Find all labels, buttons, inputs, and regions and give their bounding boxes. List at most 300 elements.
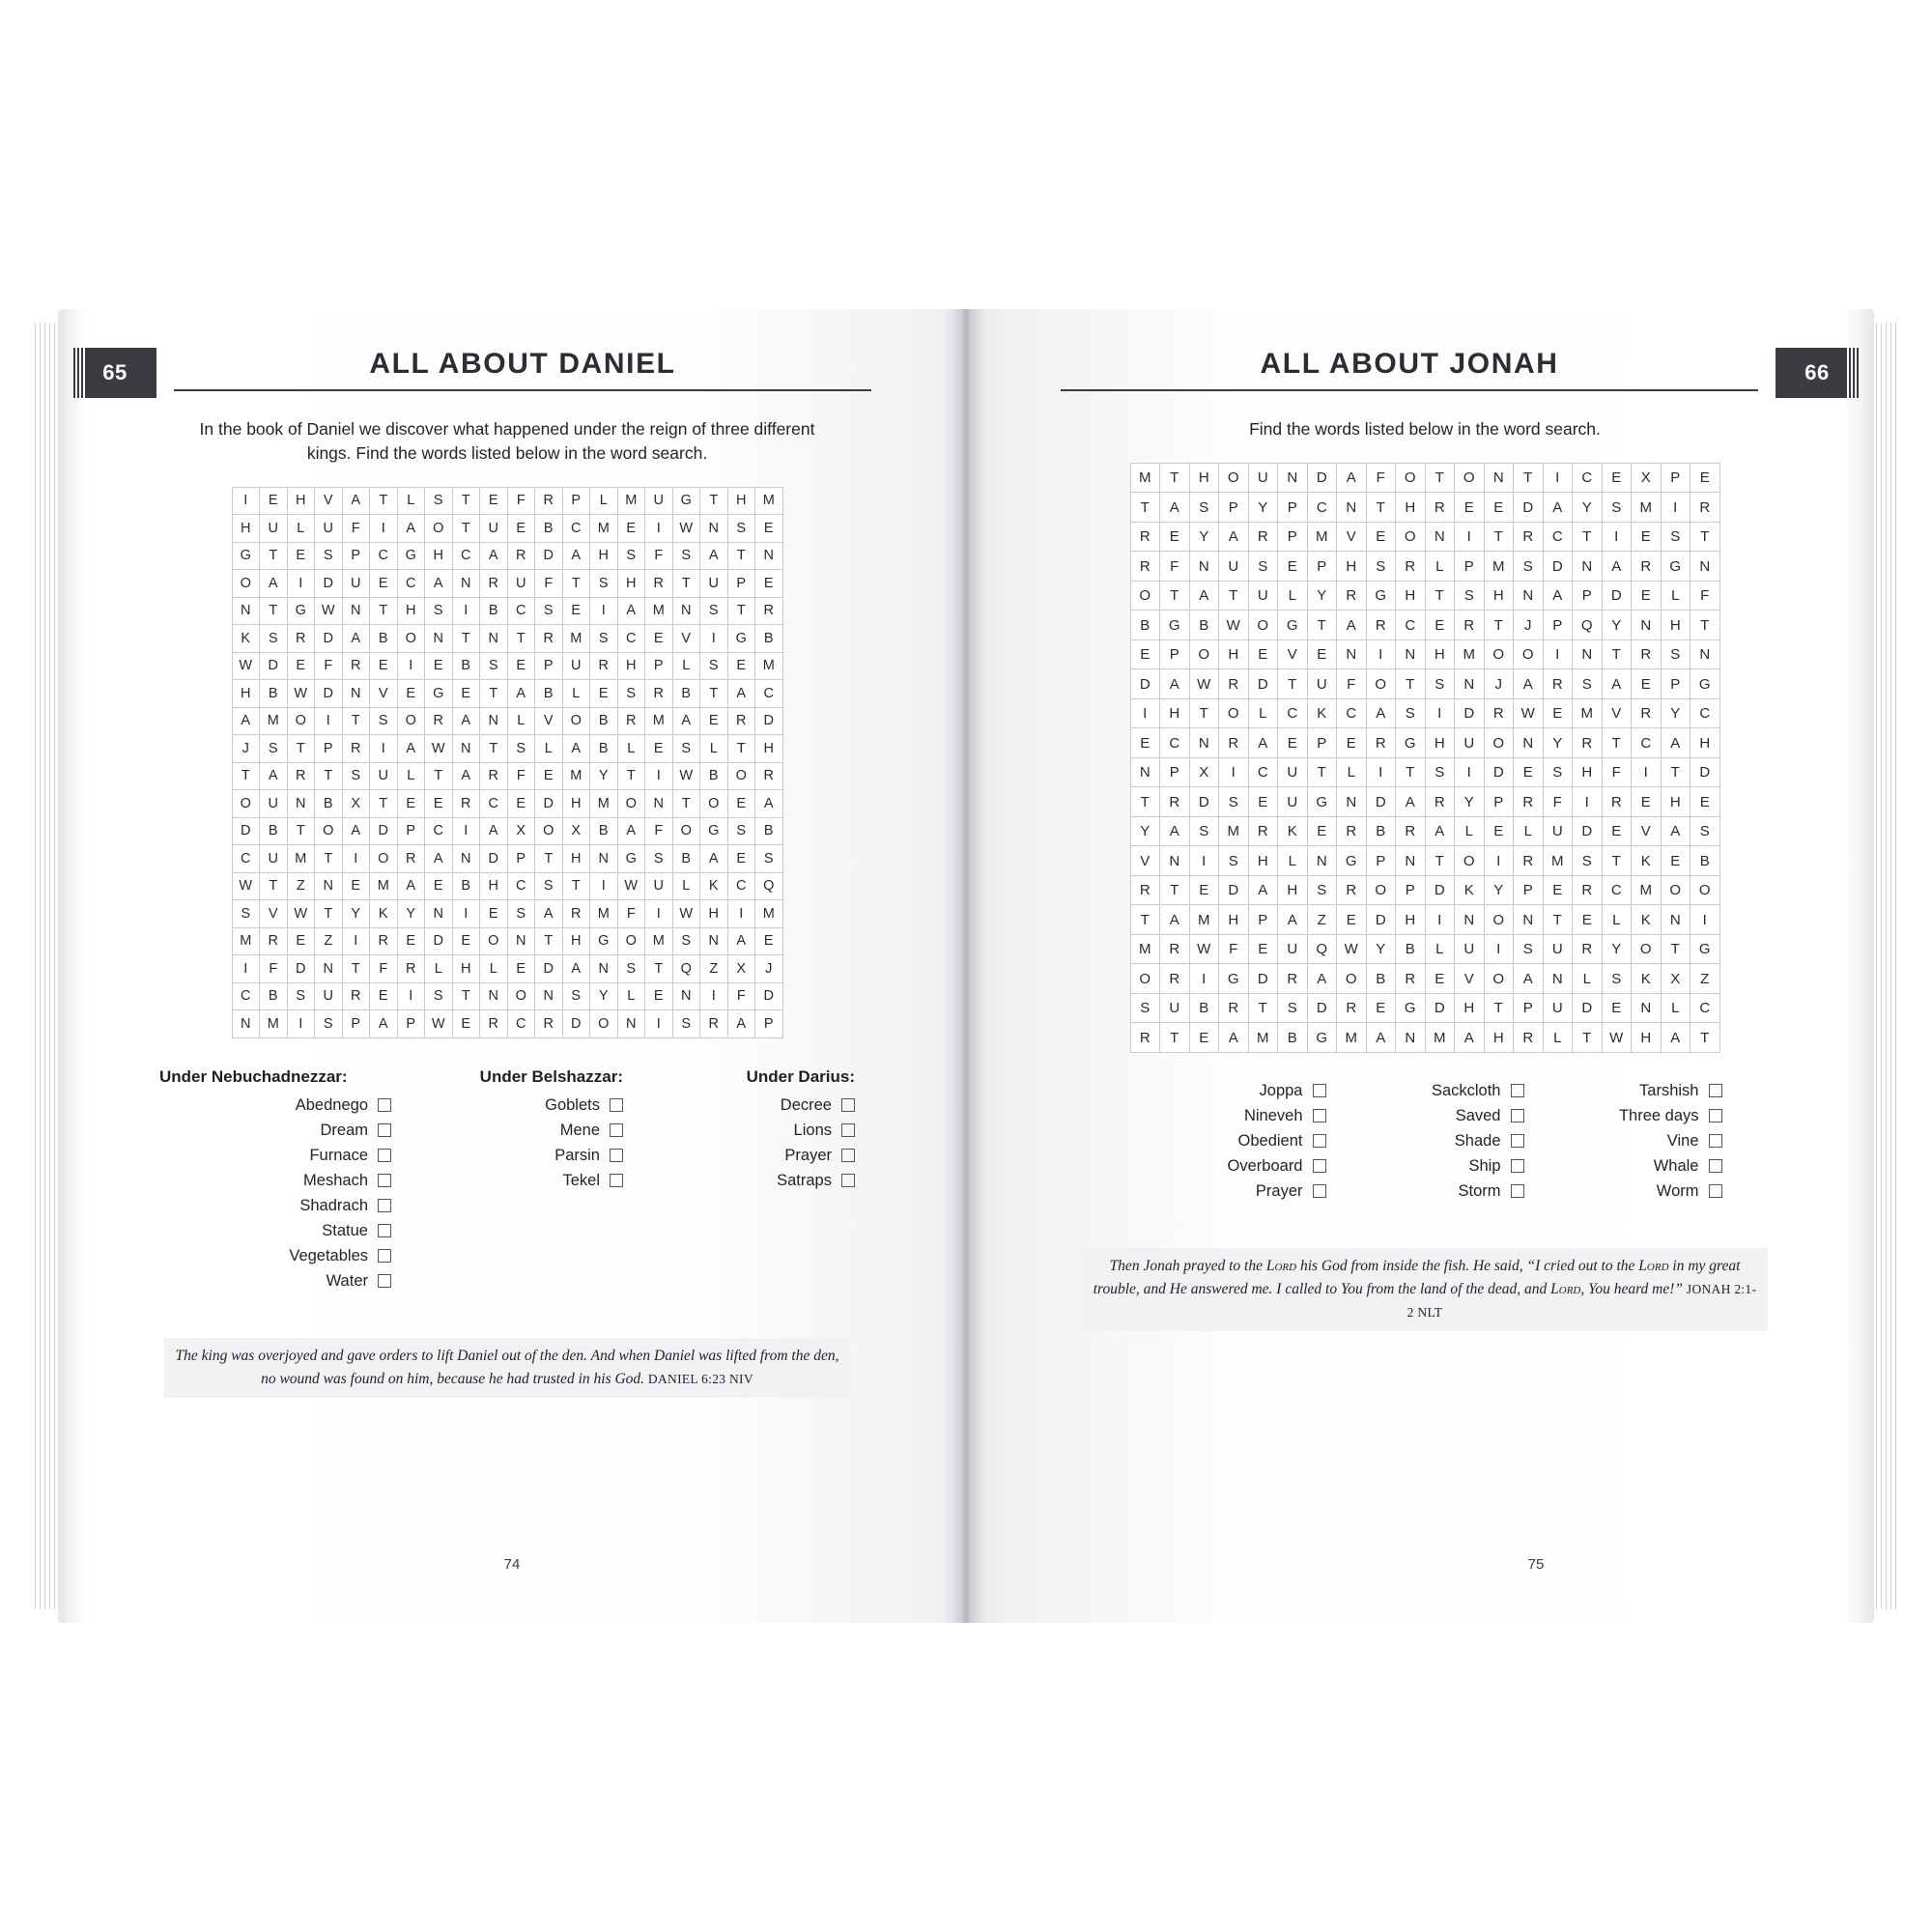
grid-cell[interactable]: Y <box>1366 934 1396 964</box>
grid-cell[interactable]: R <box>1219 728 1249 758</box>
grid-cell[interactable]: W <box>1219 611 1249 640</box>
grid-cell[interactable]: I <box>645 515 673 543</box>
grid-cell[interactable]: N <box>425 900 453 928</box>
grid-cell[interactable]: P <box>1278 493 1308 523</box>
word-checkbox[interactable] <box>841 1149 855 1162</box>
grid-cell[interactable]: R <box>1632 698 1662 728</box>
grid-cell[interactable]: S <box>617 955 645 983</box>
grid-cell[interactable]: E <box>507 955 535 983</box>
grid-cell[interactable]: N <box>1455 669 1485 699</box>
grid-cell[interactable]: O <box>1484 964 1514 994</box>
grid-cell[interactable]: R <box>1602 787 1632 817</box>
grid-cell[interactable]: R <box>480 570 508 598</box>
grid-cell[interactable]: K <box>1455 875 1485 905</box>
grid-cell[interactable]: A <box>1366 1023 1396 1053</box>
grid-cell[interactable]: R <box>1160 787 1190 817</box>
grid-cell[interactable]: I <box>452 597 480 625</box>
grid-cell[interactable]: D <box>315 570 343 598</box>
grid-cell[interactable]: E <box>1514 757 1544 787</box>
grid-cell[interactable]: U <box>315 515 343 543</box>
grid-cell[interactable]: E <box>370 652 398 680</box>
grid-cell[interactable]: T <box>1219 581 1249 611</box>
word-list-item[interactable] <box>1326 1182 1524 1201</box>
grid-cell[interactable]: N <box>1573 552 1603 582</box>
grid-cell[interactable]: K <box>370 900 398 928</box>
grid-cell[interactable]: P <box>1366 846 1396 876</box>
grid-cell[interactable]: I <box>1543 463 1573 493</box>
grid-cell[interactable]: M <box>1248 1023 1278 1053</box>
grid-cell[interactable]: O <box>617 927 645 955</box>
word-checkbox[interactable] <box>841 1174 855 1187</box>
grid-cell[interactable]: N <box>590 845 618 873</box>
grid-cell[interactable]: N <box>1189 728 1219 758</box>
grid-cell[interactable]: Q <box>1573 611 1603 640</box>
grid-cell[interactable]: S <box>1455 581 1485 611</box>
grid-cell[interactable]: Q <box>1307 934 1337 964</box>
grid-cell[interactable]: B <box>672 845 700 873</box>
grid-cell[interactable]: B <box>260 817 288 845</box>
grid-cell[interactable]: U <box>562 652 590 680</box>
grid-cell[interactable]: R <box>1366 728 1396 758</box>
grid-cell[interactable]: H <box>1396 493 1426 523</box>
grid-cell[interactable]: E <box>425 652 453 680</box>
grid-cell[interactable]: T <box>1484 611 1514 640</box>
grid-cell[interactable]: A <box>1661 816 1690 846</box>
grid-cell[interactable]: N <box>480 982 508 1010</box>
grid-cell[interactable]: L <box>1543 1023 1573 1053</box>
word-list-item[interactable] <box>159 1222 391 1240</box>
grid-cell[interactable]: A <box>1160 816 1190 846</box>
grid-cell[interactable]: N <box>590 955 618 983</box>
grid-cell[interactable]: O <box>1366 875 1396 905</box>
grid-cell[interactable]: J <box>1484 669 1514 699</box>
grid-cell[interactable]: S <box>342 762 370 790</box>
grid-cell[interactable]: G <box>1690 669 1720 699</box>
grid-cell[interactable]: C <box>1632 728 1662 758</box>
grid-cell[interactable]: N <box>480 625 508 653</box>
grid-cell[interactable]: R <box>1455 611 1485 640</box>
grid-cell[interactable]: A <box>232 707 260 735</box>
grid-cell[interactable]: N <box>1632 993 1662 1023</box>
grid-cell[interactable]: M <box>1632 875 1662 905</box>
grid-cell[interactable]: O <box>1189 639 1219 669</box>
grid-cell[interactable]: B <box>1396 934 1426 964</box>
grid-cell[interactable]: O <box>1396 463 1426 493</box>
word-checkbox[interactable] <box>1313 1184 1326 1198</box>
grid-cell[interactable]: D <box>260 652 288 680</box>
grid-cell[interactable]: V <box>315 487 343 515</box>
grid-cell[interactable]: R <box>397 955 425 983</box>
grid-cell[interactable]: E <box>562 597 590 625</box>
grid-cell[interactable]: A <box>727 927 755 955</box>
grid-cell[interactable]: T <box>1602 846 1632 876</box>
grid-cell[interactable]: N <box>1514 905 1544 935</box>
grid-cell[interactable]: S <box>1661 639 1690 669</box>
word-search-grid-daniel[interactable] <box>232 487 783 1038</box>
grid-cell[interactable]: X <box>562 817 590 845</box>
grid-cell[interactable]: L <box>617 735 645 763</box>
grid-cell[interactable]: C <box>727 872 755 900</box>
grid-cell[interactable]: S <box>1278 993 1308 1023</box>
grid-cell[interactable]: N <box>425 625 453 653</box>
grid-cell[interactable]: H <box>617 570 645 598</box>
grid-cell[interactable]: T <box>1514 463 1544 493</box>
grid-cell[interactable]: U <box>1307 669 1337 699</box>
grid-cell[interactable]: O <box>425 515 453 543</box>
grid-cell[interactable]: S <box>1219 846 1249 876</box>
grid-cell[interactable]: A <box>342 487 370 515</box>
grid-cell[interactable]: F <box>1602 757 1632 787</box>
grid-cell[interactable]: R <box>1543 669 1573 699</box>
grid-cell[interactable]: H <box>480 872 508 900</box>
grid-cell[interactable]: H <box>287 487 315 515</box>
grid-cell[interactable]: C <box>232 845 260 873</box>
grid-cell[interactable]: T <box>315 845 343 873</box>
grid-cell[interactable]: S <box>535 597 563 625</box>
grid-cell[interactable]: B <box>1130 611 1160 640</box>
grid-cell[interactable]: M <box>562 762 590 790</box>
grid-cell[interactable]: M <box>260 1010 288 1038</box>
grid-cell[interactable]: I <box>1425 698 1455 728</box>
grid-cell[interactable]: R <box>1130 1023 1160 1053</box>
grid-cell[interactable]: R <box>1130 522 1160 552</box>
word-checkbox[interactable] <box>1511 1159 1524 1173</box>
grid-cell[interactable]: M <box>1484 552 1514 582</box>
grid-cell[interactable]: C <box>1690 698 1720 728</box>
grid-cell[interactable]: Y <box>1602 611 1632 640</box>
grid-cell[interactable]: T <box>315 900 343 928</box>
grid-cell[interactable]: W <box>232 652 260 680</box>
grid-cell[interactable]: G <box>1307 1023 1337 1053</box>
grid-cell[interactable]: I <box>1455 522 1485 552</box>
grid-cell[interactable]: E <box>590 680 618 708</box>
grid-cell[interactable]: T <box>1307 757 1337 787</box>
grid-cell[interactable]: S <box>1425 669 1455 699</box>
grid-cell[interactable]: A <box>1602 669 1632 699</box>
grid-cell[interactable]: C <box>755 680 783 708</box>
word-checkbox[interactable] <box>1709 1159 1722 1173</box>
grid-cell[interactable]: M <box>1337 1023 1367 1053</box>
grid-cell[interactable]: P <box>1484 787 1514 817</box>
grid-cell[interactable]: Y <box>1307 581 1337 611</box>
grid-cell[interactable]: D <box>535 955 563 983</box>
grid-cell[interactable]: N <box>1455 905 1485 935</box>
word-list-item[interactable] <box>159 1247 391 1265</box>
word-list-item[interactable] <box>1326 1157 1524 1176</box>
grid-cell[interactable]: E <box>1189 1023 1219 1053</box>
grid-cell[interactable]: V <box>1278 639 1308 669</box>
grid-cell[interactable]: T <box>480 735 508 763</box>
word-checkbox[interactable] <box>1511 1134 1524 1148</box>
grid-cell[interactable]: B <box>370 625 398 653</box>
grid-cell[interactable]: F <box>645 542 673 570</box>
grid-cell[interactable]: S <box>727 515 755 543</box>
grid-cell[interactable]: E <box>425 872 453 900</box>
grid-cell[interactable]: D <box>1425 993 1455 1023</box>
grid-cell[interactable]: I <box>342 927 370 955</box>
grid-cell[interactable]: I <box>645 1010 673 1038</box>
grid-cell[interactable]: T <box>452 487 480 515</box>
grid-cell[interactable]: I <box>727 900 755 928</box>
grid-cell[interactable]: C <box>1248 757 1278 787</box>
grid-cell[interactable]: U <box>1160 993 1190 1023</box>
grid-cell[interactable]: R <box>1573 875 1603 905</box>
grid-cell[interactable]: N <box>672 982 700 1010</box>
grid-cell[interactable]: C <box>1337 698 1367 728</box>
word-list-item[interactable] <box>391 1122 623 1140</box>
grid-cell[interactable]: E <box>1425 611 1455 640</box>
grid-cell[interactable]: U <box>1248 463 1278 493</box>
grid-cell[interactable]: T <box>672 790 700 818</box>
grid-cell[interactable]: I <box>287 1010 315 1038</box>
grid-cell[interactable]: S <box>1307 875 1337 905</box>
grid-cell[interactable]: A <box>727 680 755 708</box>
grid-cell[interactable]: R <box>1425 493 1455 523</box>
grid-cell[interactable]: G <box>287 597 315 625</box>
grid-cell[interactable]: I <box>397 652 425 680</box>
grid-cell[interactable]: P <box>1160 757 1190 787</box>
grid-cell[interactable]: M <box>1455 639 1485 669</box>
grid-cell[interactable]: W <box>425 735 453 763</box>
grid-cell[interactable]: A <box>535 900 563 928</box>
grid-cell[interactable]: L <box>397 487 425 515</box>
grid-cell[interactable]: W <box>672 515 700 543</box>
grid-cell[interactable]: E <box>452 680 480 708</box>
grid-cell[interactable]: Z <box>1307 905 1337 935</box>
grid-cell[interactable]: A <box>480 817 508 845</box>
grid-cell[interactable]: V <box>535 707 563 735</box>
grid-cell[interactable]: S <box>590 570 618 598</box>
grid-cell[interactable]: K <box>1632 846 1662 876</box>
grid-cell[interactable]: S <box>1573 669 1603 699</box>
grid-cell[interactable]: T <box>1278 669 1308 699</box>
grid-cell[interactable]: S <box>700 597 728 625</box>
grid-cell[interactable]: H <box>1160 698 1190 728</box>
grid-cell[interactable]: O <box>1690 875 1720 905</box>
word-checkbox[interactable] <box>378 1249 391 1263</box>
grid-cell[interactable]: H <box>425 542 453 570</box>
word-checkbox[interactable] <box>1709 1134 1722 1148</box>
grid-cell[interactable]: R <box>1160 934 1190 964</box>
grid-cell[interactable]: I <box>342 845 370 873</box>
grid-cell[interactable]: G <box>232 542 260 570</box>
grid-cell[interactable]: R <box>1278 964 1308 994</box>
grid-cell[interactable]: I <box>1425 905 1455 935</box>
grid-cell[interactable]: U <box>1543 816 1573 846</box>
grid-cell[interactable]: F <box>507 762 535 790</box>
grid-cell[interactable]: H <box>617 652 645 680</box>
grid-cell[interactable]: S <box>260 735 288 763</box>
grid-cell[interactable]: W <box>1337 934 1367 964</box>
grid-cell[interactable]: C <box>1573 463 1603 493</box>
grid-cell[interactable]: I <box>1661 493 1690 523</box>
grid-cell[interactable]: T <box>452 515 480 543</box>
grid-cell[interactable]: G <box>1278 611 1308 640</box>
grid-cell[interactable]: N <box>232 1010 260 1038</box>
grid-cell[interactable]: O <box>1219 463 1249 493</box>
grid-cell[interactable]: H <box>232 680 260 708</box>
grid-cell[interactable]: R <box>1219 669 1249 699</box>
grid-cell[interactable]: U <box>645 872 673 900</box>
grid-cell[interactable]: T <box>1160 581 1190 611</box>
grid-cell[interactable]: E <box>342 872 370 900</box>
grid-cell[interactable]: T <box>370 597 398 625</box>
grid-cell[interactable]: D <box>287 955 315 983</box>
grid-cell[interactable]: E <box>755 515 783 543</box>
grid-cell[interactable]: E <box>1632 581 1662 611</box>
word-checkbox[interactable] <box>1511 1184 1524 1198</box>
word-checkbox[interactable] <box>378 1098 391 1112</box>
grid-cell[interactable]: R <box>590 652 618 680</box>
grid-cell[interactable]: O <box>1130 581 1160 611</box>
grid-cell[interactable]: H <box>700 900 728 928</box>
grid-cell[interactable]: X <box>507 817 535 845</box>
grid-cell[interactable]: W <box>672 762 700 790</box>
grid-cell[interactable]: S <box>590 625 618 653</box>
grid-cell[interactable]: G <box>1661 552 1690 582</box>
grid-cell[interactable]: N <box>645 790 673 818</box>
grid-cell[interactable]: A <box>562 735 590 763</box>
grid-cell[interactable]: A <box>507 680 535 708</box>
grid-cell[interactable]: H <box>562 790 590 818</box>
word-list-item[interactable] <box>159 1172 391 1190</box>
grid-cell[interactable]: Q <box>672 955 700 983</box>
grid-cell[interactable]: R <box>1396 552 1426 582</box>
grid-cell[interactable]: Y <box>397 900 425 928</box>
grid-cell[interactable]: W <box>287 900 315 928</box>
grid-cell[interactable]: R <box>1160 964 1190 994</box>
grid-cell[interactable]: A <box>1455 1023 1485 1053</box>
grid-cell[interactable]: I <box>1690 905 1720 935</box>
grid-cell[interactable]: I <box>287 570 315 598</box>
grid-cell[interactable]: A <box>260 762 288 790</box>
grid-cell[interactable]: D <box>1514 493 1544 523</box>
grid-cell[interactable]: H <box>1661 611 1690 640</box>
grid-cell[interactable]: E <box>1337 728 1367 758</box>
grid-cell[interactable]: H <box>590 542 618 570</box>
grid-cell[interactable]: B <box>1189 993 1219 1023</box>
grid-cell[interactable]: O <box>232 790 260 818</box>
grid-cell[interactable]: D <box>535 542 563 570</box>
grid-cell[interactable]: P <box>645 652 673 680</box>
grid-cell[interactable]: C <box>562 515 590 543</box>
grid-cell[interactable]: T <box>452 982 480 1010</box>
grid-cell[interactable]: M <box>617 487 645 515</box>
grid-cell[interactable]: N <box>1130 757 1160 787</box>
grid-cell[interactable]: K <box>1307 698 1337 728</box>
grid-cell[interactable]: L <box>1455 816 1485 846</box>
grid-cell[interactable]: P <box>1219 493 1249 523</box>
grid-cell[interactable]: M <box>260 707 288 735</box>
grid-cell[interactable]: P <box>1455 552 1485 582</box>
grid-cell[interactable]: B <box>535 515 563 543</box>
grid-cell[interactable]: D <box>1366 787 1396 817</box>
grid-cell[interactable]: T <box>562 570 590 598</box>
grid-cell[interactable]: D <box>1455 698 1485 728</box>
grid-cell[interactable]: N <box>1514 581 1544 611</box>
grid-cell[interactable]: N <box>1690 639 1720 669</box>
grid-cell[interactable]: E <box>287 542 315 570</box>
grid-cell[interactable]: E <box>645 982 673 1010</box>
grid-cell[interactable]: V <box>1632 816 1662 846</box>
word-list-item[interactable] <box>391 1172 623 1190</box>
grid-cell[interactable]: O <box>315 817 343 845</box>
grid-cell[interactable]: Z <box>700 955 728 983</box>
grid-cell[interactable]: Y <box>1248 493 1278 523</box>
grid-cell[interactable]: S <box>315 1010 343 1038</box>
grid-cell[interactable]: J <box>232 735 260 763</box>
word-list-item[interactable] <box>1326 1082 1524 1100</box>
grid-cell[interactable]: O <box>1396 522 1426 552</box>
grid-cell[interactable]: U <box>1278 757 1308 787</box>
grid-cell[interactable]: V <box>1130 846 1160 876</box>
grid-cell[interactable]: E <box>397 790 425 818</box>
grid-cell[interactable]: C <box>1690 993 1720 1023</box>
grid-cell[interactable]: T <box>1396 757 1426 787</box>
word-list-item[interactable] <box>1524 1082 1722 1100</box>
grid-cell[interactable]: A <box>480 542 508 570</box>
grid-cell[interactable]: E <box>1484 816 1514 846</box>
grid-cell[interactable]: T <box>700 680 728 708</box>
grid-cell[interactable]: P <box>397 817 425 845</box>
grid-cell[interactable]: R <box>727 707 755 735</box>
grid-cell[interactable]: H <box>1661 787 1690 817</box>
grid-cell[interactable]: Y <box>1602 934 1632 964</box>
grid-cell[interactable]: W <box>1189 934 1219 964</box>
grid-cell[interactable]: O <box>1661 875 1690 905</box>
grid-cell[interactable]: B <box>1366 964 1396 994</box>
grid-cell[interactable]: E <box>1484 493 1514 523</box>
grid-cell[interactable]: E <box>1632 669 1662 699</box>
grid-cell[interactable]: T <box>315 762 343 790</box>
grid-cell[interactable]: O <box>727 762 755 790</box>
grid-cell[interactable]: R <box>260 927 288 955</box>
grid-cell[interactable]: X <box>1632 463 1662 493</box>
grid-cell[interactable]: P <box>727 570 755 598</box>
grid-cell[interactable]: B <box>480 597 508 625</box>
grid-cell[interactable]: B <box>260 982 288 1010</box>
grid-cell[interactable]: L <box>672 872 700 900</box>
grid-cell[interactable]: W <box>1189 669 1219 699</box>
grid-cell[interactable]: U <box>507 570 535 598</box>
grid-cell[interactable]: K <box>1632 964 1662 994</box>
grid-cell[interactable]: S <box>1248 552 1278 582</box>
grid-cell[interactable]: N <box>1484 463 1514 493</box>
grid-cell[interactable]: I <box>452 900 480 928</box>
grid-cell[interactable]: W <box>315 597 343 625</box>
word-list-item[interactable] <box>159 1096 391 1115</box>
grid-cell[interactable]: H <box>232 515 260 543</box>
grid-cell[interactable]: C <box>507 597 535 625</box>
grid-cell[interactable]: S <box>1661 522 1690 552</box>
grid-cell[interactable]: U <box>1543 934 1573 964</box>
grid-cell[interactable]: D <box>1307 463 1337 493</box>
grid-cell[interactable]: N <box>287 790 315 818</box>
grid-cell[interactable]: D <box>1248 964 1278 994</box>
grid-cell[interactable]: S <box>315 542 343 570</box>
grid-cell[interactable]: V <box>1455 964 1485 994</box>
grid-cell[interactable]: T <box>425 762 453 790</box>
grid-cell[interactable]: R <box>1248 522 1278 552</box>
grid-cell[interactable]: W <box>1602 1023 1632 1053</box>
grid-cell[interactable]: T <box>370 487 398 515</box>
grid-cell[interactable]: T <box>1248 993 1278 1023</box>
grid-cell[interactable]: C <box>1160 728 1190 758</box>
grid-cell[interactable]: H <box>1632 1023 1662 1053</box>
word-checkbox[interactable] <box>1313 1159 1326 1173</box>
grid-cell[interactable]: Y <box>1661 698 1690 728</box>
grid-cell[interactable]: I <box>370 735 398 763</box>
